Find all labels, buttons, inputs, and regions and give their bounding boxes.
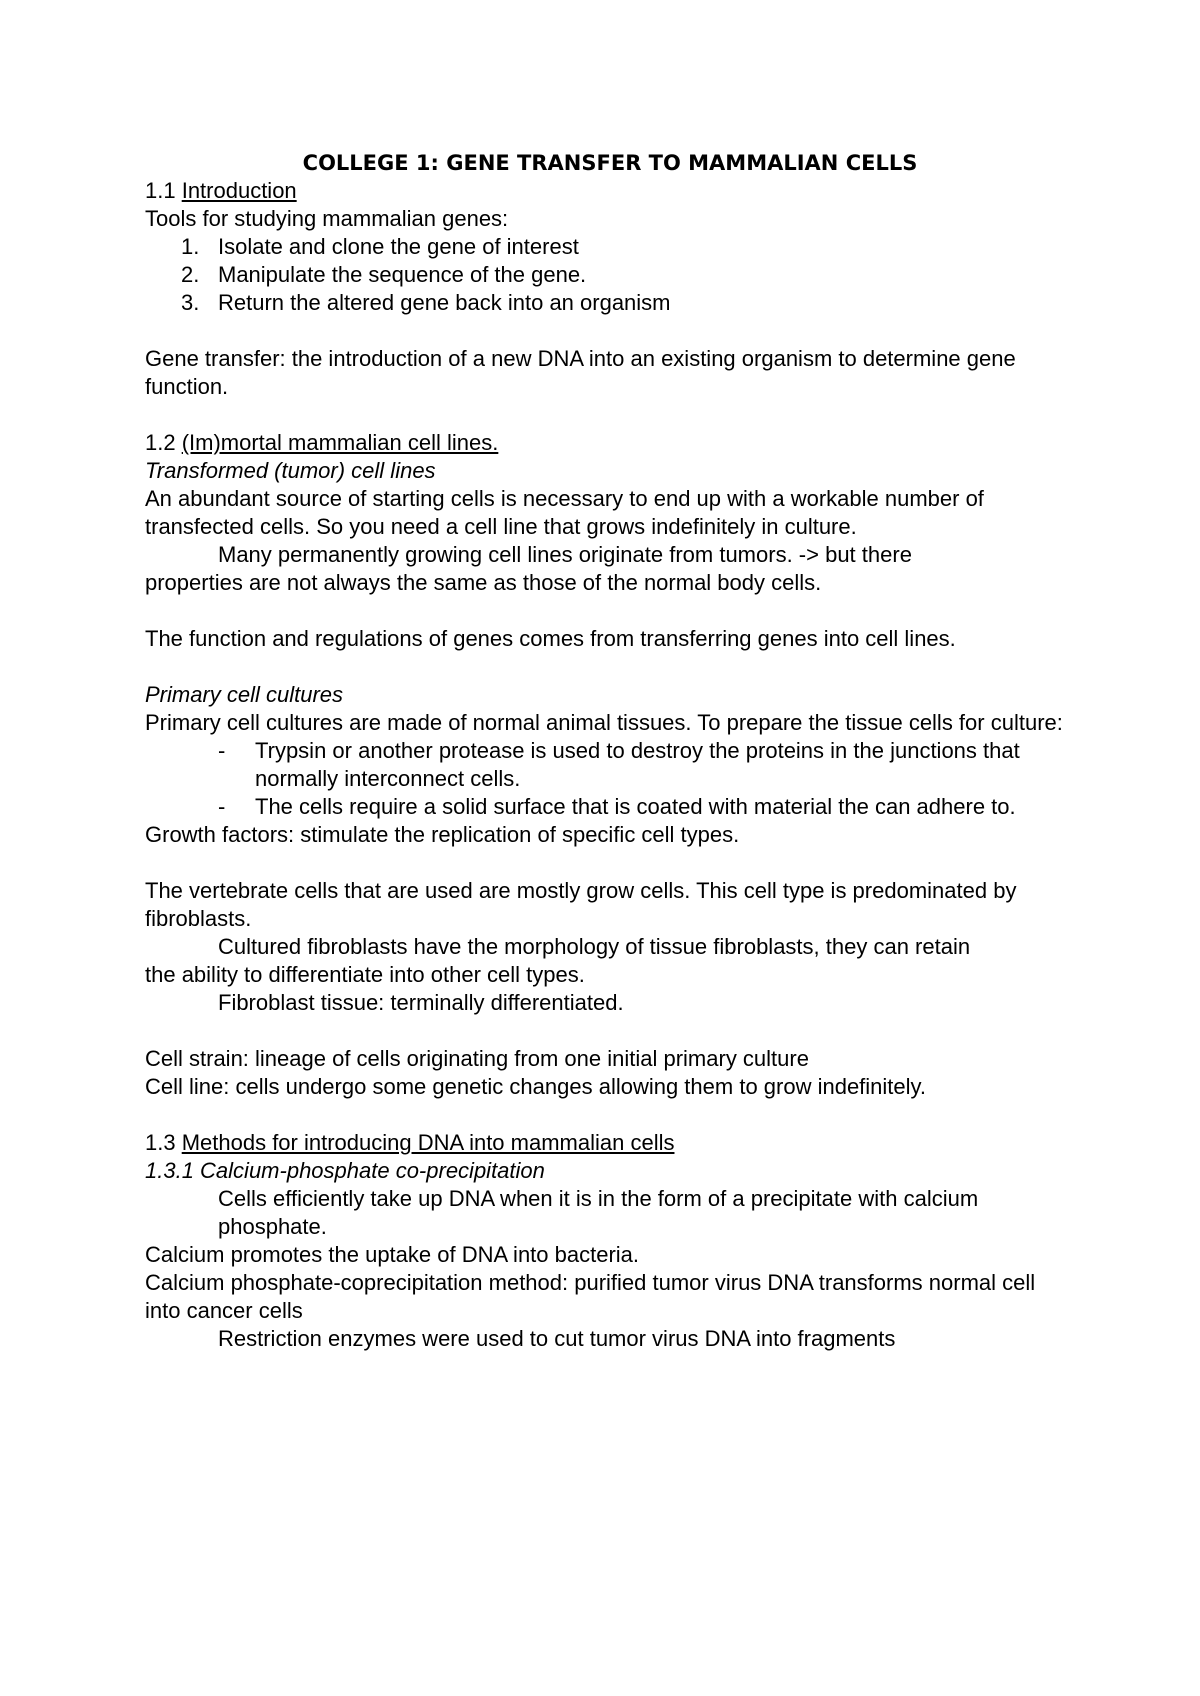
paragraph-indented-line: Cultured fibroblasts have the morphology of tissue fibroblasts, they can retain xyxy=(218,934,971,959)
numbered-list xyxy=(145,233,1075,317)
blank-line xyxy=(145,653,1075,681)
blank-line xyxy=(145,849,1075,877)
document-title: COLLEGE 1: GENE TRANSFER TO MAMMALIAN CELLS xyxy=(302,151,918,175)
section-number: 1.3 xyxy=(145,1130,182,1155)
list-item xyxy=(145,233,1075,261)
paragraph: Cell line: cells undergo some genetic changes allowing them to grow indefinitely. xyxy=(145,1074,927,1099)
paragraph: The vertebrate cells that are used are mostly grow cells. This cell type is predominated by fibroblasts. xyxy=(145,878,1017,931)
dash-list xyxy=(145,737,1075,821)
list-item-text: Manipulate the sequence of the gene. xyxy=(218,262,587,287)
list-item-text: Trypsin or another protease is used to destroy the proteins in the junctions that normally interconnect cells. xyxy=(255,738,1020,791)
paragraph: An abundant source of starting cells is necessary to end up with a workable number of transfected cells. So you need a cell line that grows indefinitely in culture. xyxy=(145,486,984,539)
section-number: 1.1 xyxy=(145,178,182,203)
list-item-text: The cells require a solid surface that is coated with material the can adhere to. xyxy=(255,794,1016,819)
list-number: 1. xyxy=(181,234,200,259)
paragraph: Tools for studying mammalian genes: xyxy=(145,206,509,231)
paragraph: Growth factors: stimulate the replication of specific cell types. xyxy=(145,822,740,847)
paragraph: Gene transfer: the introduction of a new DNA into an existing organism to determine gene function. xyxy=(145,346,1016,399)
paragraph-indented-line: Restriction enzymes were used to cut tumor virus DNA into fragments xyxy=(218,1326,896,1351)
dash-bullet: - xyxy=(218,794,226,819)
paragraph-indented-line: Cells efficiently take up DNA when it is in the form of a precipitate with calcium xyxy=(218,1186,979,1211)
section-heading-methods xyxy=(145,1129,1075,1157)
list-item xyxy=(145,289,1075,317)
document-body xyxy=(145,149,1075,1353)
blank-line xyxy=(145,597,1075,625)
list-item-text: Return the altered gene back into an organism xyxy=(218,290,671,315)
paragraph-indented-line: phosphate. xyxy=(218,1214,327,1239)
section-title: (Im)mortal mammalian cell lines. xyxy=(181,430,499,455)
paragraph: the ability to differentiate into other cell types. xyxy=(145,962,585,987)
list-number: 2. xyxy=(181,262,200,287)
paragraph-indented-line: Fibroblast tissue: terminally differentiated. xyxy=(218,990,624,1015)
paragraph: Calcium phosphate-coprecipitation method: purified tumor virus DNA transforms normal cell into cancer cells xyxy=(145,1270,1036,1323)
paragraph: The function and regulations of genes comes from transferring genes into cell lines. xyxy=(145,626,956,651)
paragraph-indented-line: Many permanently growing cell lines originate from tumors. -> but there xyxy=(218,542,912,567)
list-item xyxy=(145,261,1075,289)
section-heading-cell-lines xyxy=(145,429,1075,457)
blank-line xyxy=(145,317,1075,345)
paragraph: properties are not always the same as those of the normal body cells. xyxy=(145,570,822,595)
section-number: 1.2 xyxy=(145,430,182,455)
list-item xyxy=(145,737,1075,793)
list-item-text: Isolate and clone the gene of interest xyxy=(218,234,579,259)
blank-line xyxy=(145,401,1075,429)
blank-line xyxy=(145,1017,1075,1045)
list-number: 3. xyxy=(181,290,200,315)
subheading: Primary cell cultures xyxy=(145,682,344,707)
paragraph: Primary cell cultures are made of normal animal tissues. To prepare the tissue cells for culture: xyxy=(145,710,1063,735)
dash-bullet: - xyxy=(218,738,226,763)
subheading: Transformed (tumor) cell lines xyxy=(145,458,436,483)
section-title: Introduction xyxy=(181,178,297,203)
blank-line xyxy=(145,1101,1075,1129)
list-item xyxy=(145,793,1075,821)
section-title: Methods for introducing DNA into mammalian cells xyxy=(181,1130,675,1155)
paragraph: Cell strain: lineage of cells originating from one initial primary culture xyxy=(145,1046,809,1071)
subheading: 1.3.1 Calcium-phosphate co-precipitation xyxy=(145,1158,545,1183)
section-heading-introduction xyxy=(145,177,1075,205)
paragraph: Calcium promotes the uptake of DNA into bacteria. xyxy=(145,1242,640,1267)
